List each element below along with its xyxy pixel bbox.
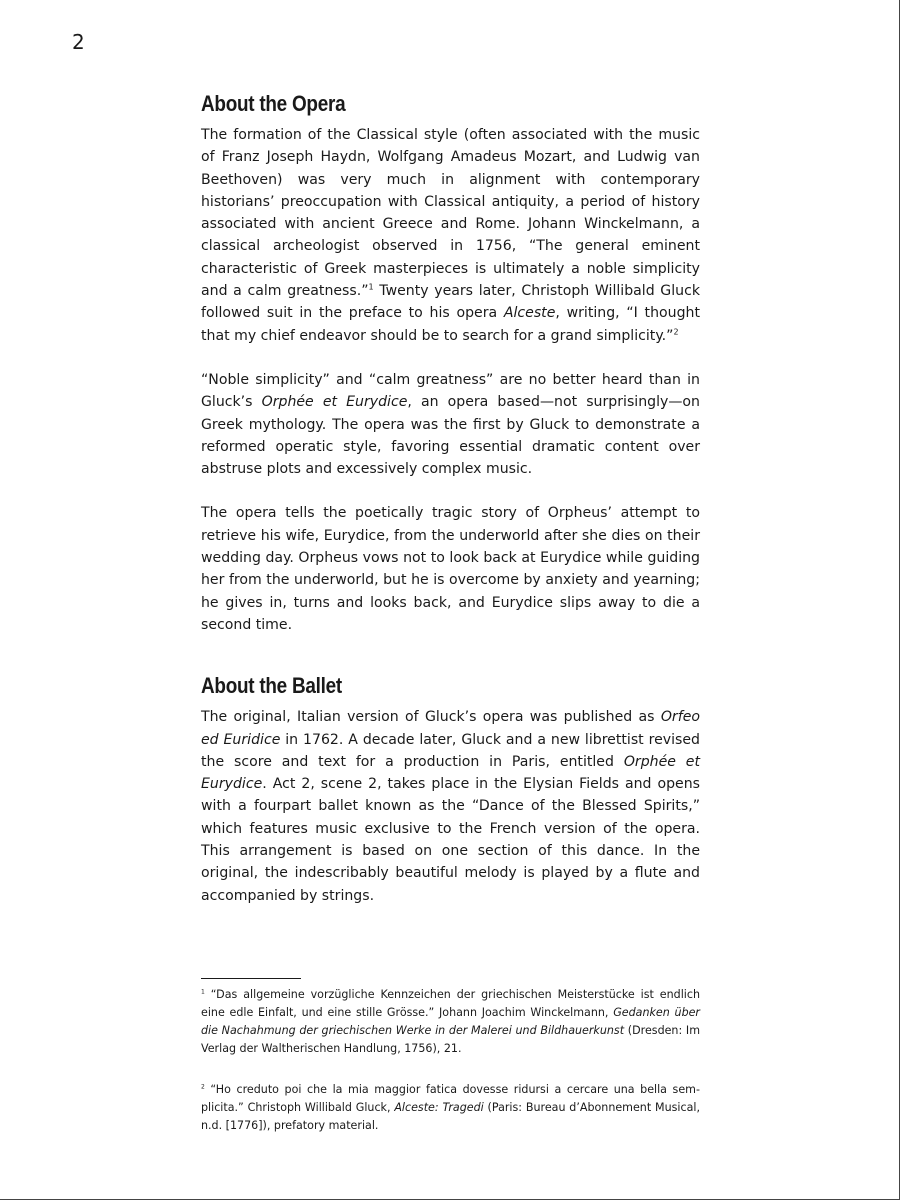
main-content <box>201 90 700 907</box>
paragraph-opera-3: The opera tells the poetically tragic story of Orpheus’ attempt to retrieve his wife, Eurydice, from the underworld after she dies on their wedding day. Orpheus vows not to look back at Eurydice while guiding her from the underworld, but he is overcome by anxiety and yearning; he gives in, turns and looks back, and Eurydice slips away to die a second time. <box>201 505 700 633</box>
text: , an opera based—not surprisingly—on Greek mythology. The opera was the first by Gluck to demonstrate a reformed operatic style, favoring essential dramatic content over abstruse plots and excessively complex music. <box>201 394 700 478</box>
footnote-divider <box>201 978 301 979</box>
text: , writing, “I thought that my chief endeavor should be to search for a grand simplicity.” <box>201 305 700 344</box>
text: (Dresden: Im Verlag der Waltherischen Handlung, 1756), 21. <box>201 1024 701 1055</box>
title-alceste: Alceste <box>503 305 556 322</box>
title-orphee: Orphée et Eurydice <box>261 394 408 411</box>
text: “Das allgemeine vorzügliche Kennzeichen der griechischen Meisterstücke ist endlich eine edle Einfalt, und eine stille Grösse.” Johann Joachim Winckelmann, <box>201 988 700 1019</box>
paragraph-opera-2 <box>201 369 700 480</box>
heading-about-opera: About the Opera <box>201 91 346 116</box>
footnote-ref-2[interactable]: 2 <box>673 326 679 336</box>
section-about-ballet <box>201 672 700 907</box>
footnote-title: Gedanken über die Nachahmung der griechischen Werke in der Malerei und Bildhauerkunst <box>201 1006 700 1037</box>
page-number: 2 <box>72 30 85 54</box>
footnote-title: Alceste: Tragedi <box>394 1101 484 1114</box>
footnote-ref-1[interactable]: 1 <box>368 282 374 292</box>
title-orphee: Orphée et Eurydice <box>201 753 700 793</box>
section-about-opera <box>201 90 700 636</box>
footnotes <box>201 978 700 1135</box>
text: Twenty years later, Christoph Willibald Gluck followed suit in the preface to his opera <box>201 283 700 322</box>
text: “Ho creduto poi che la mia maggior fatica dovesse ridursi a cercare una bella semplicita.” Christoph Willibald Gluck, <box>201 1083 700 1114</box>
footnote-1 <box>201 986 700 1058</box>
text: (Paris: Bureau d’Abonnement Musical, n.d. [1776]), prefatory material. <box>201 1101 700 1132</box>
footnote-mark-1: 1 <box>201 988 205 996</box>
title-orfeo: Orfeo ed Euridice <box>201 709 700 748</box>
heading-about-ballet: About the Ballet <box>201 673 342 699</box>
paragraph-ballet <box>201 706 700 907</box>
paragraph-opera-1 <box>201 124 700 347</box>
text: The formation of the Classical style (often associated with the music of Franz Joseph Haydn, Wolfgang Amadeus Mozart, and Ludwig van Beethoven) was very much in alignment with contemporary historians’ preoccupation with Classical antiquity, a period of history associated with ancient Greece and Rome. Johann Winckelmann, a classical archeologist observed in 1756, “The general eminent characteristic of Greek masterpieces is ultimately a noble simplicity and a calm greatness.” <box>201 127 700 300</box>
text: . Act 2, scene 2, takes place in the Elysian Fields and opens with a fourpart ballet known as the “Dance of the Blessed Spirits,” which features music exclusive to the French version of the opera. This arrangement is based on one section of this dance. In the original, the indescribably beautiful melody is played by a flute and accompanied by strings. <box>201 776 700 904</box>
text: The original, Italian version of Gluck’s opera was published as <box>201 709 661 726</box>
footnote-2 <box>201 1081 700 1135</box>
text: “Noble simplicity” and “calm greatness” are no better heard than in Gluck’s <box>201 371 700 411</box>
footnote-mark-2: 2 <box>201 1083 205 1091</box>
text: in 1762. A decade later, Gluck and a new librettist revised the score and text for a production in Paris, entitled <box>201 731 700 770</box>
